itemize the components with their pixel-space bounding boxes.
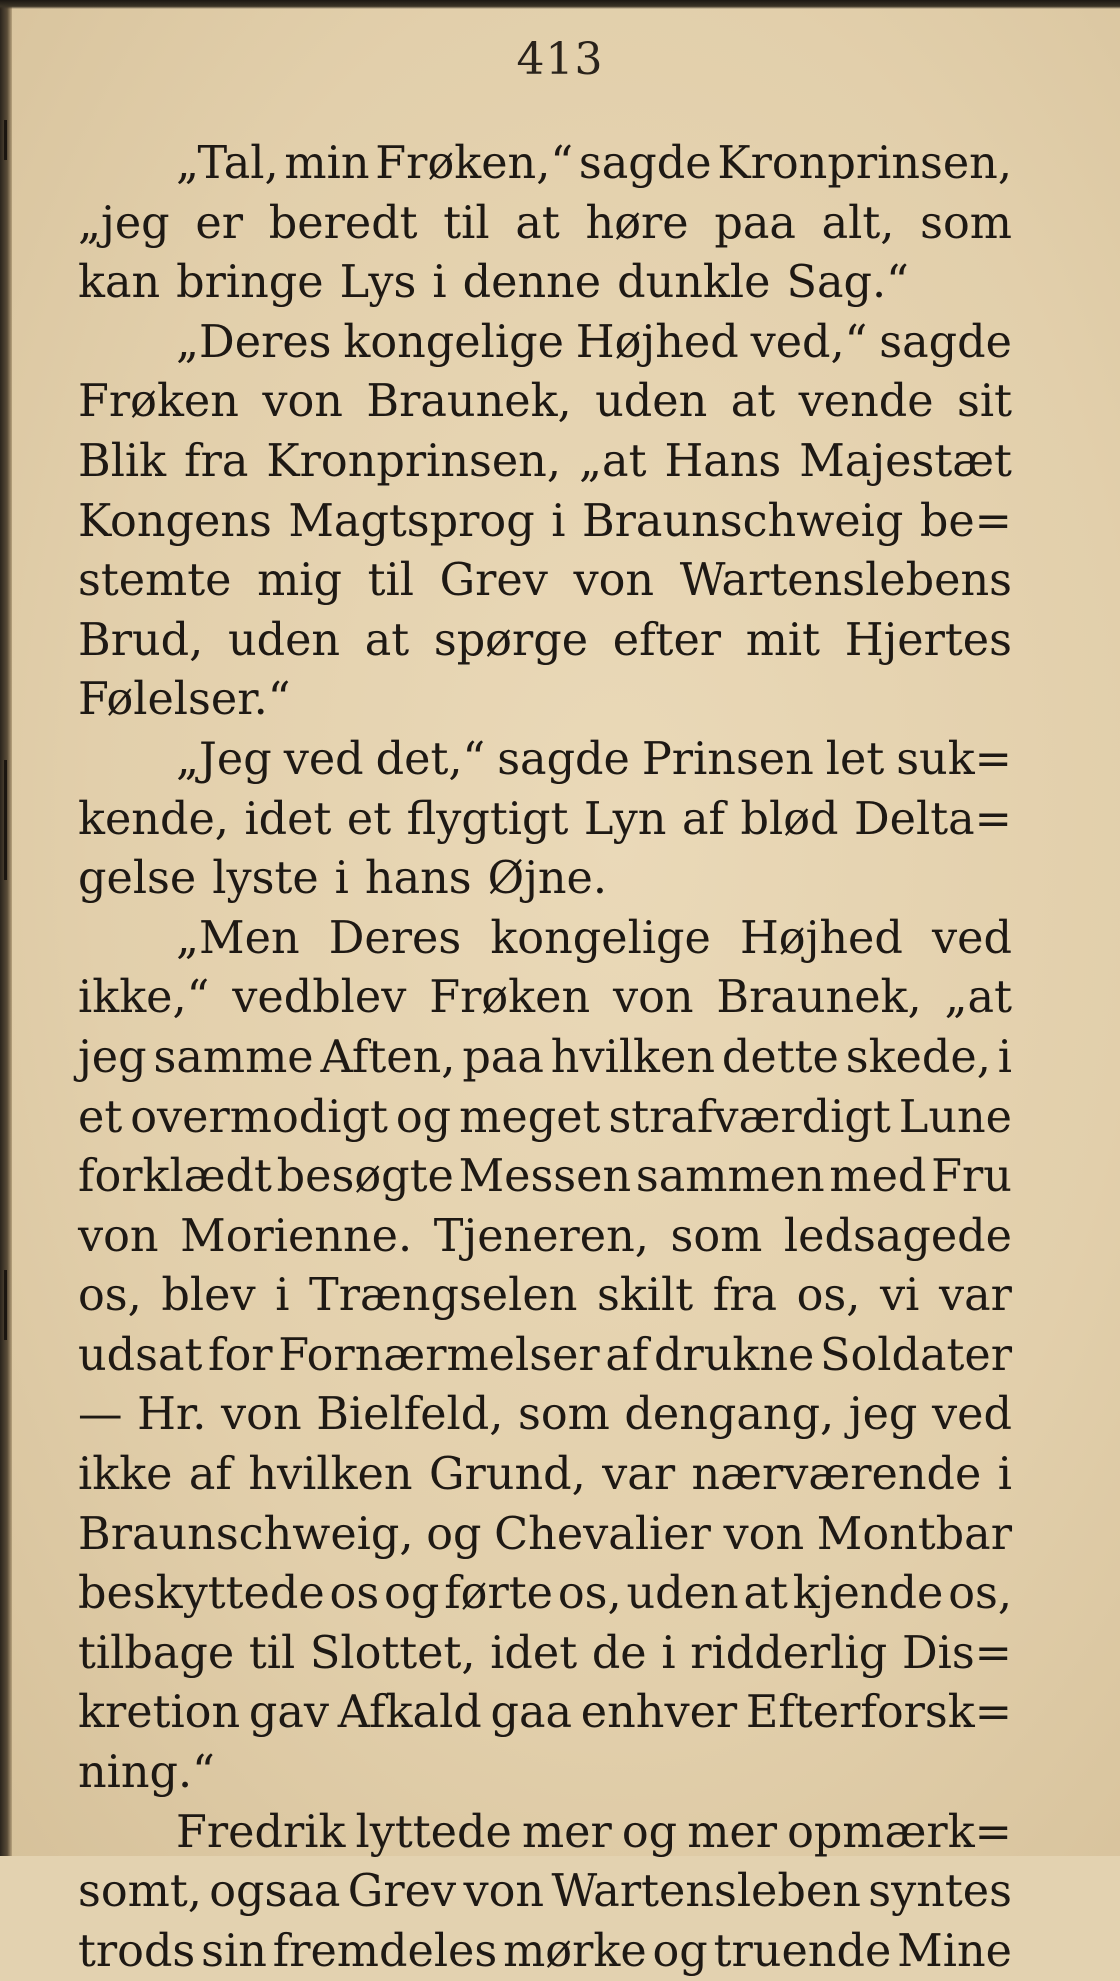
text-line [78, 313, 1012, 373]
word: jeg [78, 1031, 147, 1083]
word: vi [880, 1270, 920, 1322]
word: Braunschweig [581, 495, 904, 547]
word: Fru [931, 1151, 1012, 1203]
word: nærværende [691, 1449, 982, 1501]
word: efter [612, 614, 722, 666]
word: somt, [78, 1866, 202, 1918]
word: mørke [503, 1925, 647, 1977]
word: at [515, 197, 560, 249]
word: førte [444, 1568, 553, 1620]
word: beredt [268, 197, 418, 249]
word: Mine [897, 1925, 1012, 1977]
word: Prinsen [641, 733, 814, 785]
word: besøgte [276, 1151, 454, 1203]
word: og [621, 1806, 678, 1858]
word: af [681, 793, 725, 845]
word: „Men [176, 912, 300, 964]
word: hvilken [550, 1031, 716, 1083]
word: Lys [339, 257, 417, 309]
word: Kronprinsen, [717, 138, 1012, 189]
word: Blik [78, 435, 167, 487]
text-line [78, 968, 1012, 1028]
word: de [591, 1627, 647, 1679]
word: „Jeg [176, 733, 272, 785]
word: og [426, 1508, 482, 1560]
text-line [78, 1803, 1012, 1863]
word: Grev [439, 555, 548, 607]
word: let [825, 733, 885, 785]
word: alt, [821, 197, 895, 249]
word: et [78, 1091, 123, 1143]
word: skede, [845, 1031, 991, 1083]
text-line [78, 1564, 1012, 1624]
word: flygtigt [406, 793, 569, 845]
text-line [78, 1028, 1012, 1088]
word: Trængselen [309, 1270, 578, 1322]
word: stemte [78, 555, 232, 607]
word: som [517, 1389, 610, 1441]
text-line [78, 1326, 1012, 1386]
word: lyste [212, 853, 319, 905]
word: samme [153, 1031, 314, 1083]
word: Messen [458, 1151, 632, 1203]
word: af [605, 1329, 649, 1381]
word: meget [459, 1091, 601, 1143]
word: kende, [78, 793, 229, 845]
text-line [78, 1088, 1012, 1148]
word: overmodigt [130, 1091, 388, 1143]
word: ridderlig [690, 1627, 888, 1679]
text-line [78, 1505, 1012, 1565]
word: blev [161, 1270, 256, 1322]
word: os, [948, 1568, 1012, 1620]
word: Majestæt [799, 435, 1012, 487]
word: vende [798, 376, 934, 428]
text-line [78, 730, 1012, 790]
word: Kongens [78, 495, 272, 547]
word: uden [595, 376, 708, 428]
word: von [78, 1210, 159, 1262]
word: kongelige [343, 316, 564, 368]
word: von [463, 1866, 545, 1918]
word: Lune [898, 1091, 1012, 1143]
text-line [78, 1683, 1012, 1743]
word: og [384, 1568, 440, 1620]
word: i [275, 1270, 290, 1322]
word: hans [364, 853, 472, 905]
word: ved [283, 733, 364, 785]
text-line [78, 909, 1012, 969]
word: dengang, [624, 1389, 835, 1441]
word: Brud, [78, 614, 204, 666]
word: Hjertes [844, 614, 1012, 666]
word: enhver [580, 1687, 738, 1739]
text-line [78, 611, 1012, 671]
text-line [78, 1922, 1012, 1981]
word: gaa [490, 1687, 573, 1739]
word: sin [201, 1925, 267, 1977]
word: uden [626, 1568, 739, 1620]
word: trods [78, 1925, 196, 1977]
word: for [208, 1329, 273, 1381]
word: syntes [868, 1866, 1012, 1918]
text-line [78, 432, 1012, 492]
word: mer [687, 1806, 778, 1858]
word: Grund, [428, 1449, 586, 1501]
word: Morienne. [180, 1210, 413, 1262]
word: opmærk= [787, 1806, 1012, 1858]
word: Magtsprog [288, 495, 535, 547]
page-number: 413 [516, 34, 604, 85]
word: Braunschweig, [78, 1508, 414, 1560]
word: skilt [596, 1270, 694, 1322]
word: Wartensleben [551, 1866, 861, 1918]
word: sagde [578, 138, 712, 189]
word: mit [745, 614, 821, 666]
word: von [573, 555, 655, 607]
word: til [367, 555, 414, 607]
text-line [78, 194, 1012, 254]
word: idet [244, 793, 332, 845]
word: Frøken [78, 376, 239, 428]
word: Kronprinsen, [266, 435, 561, 487]
word: ledsagede [783, 1210, 1012, 1262]
word: os, [557, 1568, 622, 1620]
word: Tjeneren, [433, 1210, 649, 1262]
word: os, [796, 1270, 861, 1322]
word: det,“ [375, 733, 486, 785]
word: i [997, 1031, 1012, 1083]
word: be= [919, 495, 1012, 547]
word: jeg [848, 1389, 918, 1441]
word: min [284, 138, 370, 189]
word: ved [932, 1389, 1012, 1441]
word: os [329, 1568, 380, 1620]
word: er [195, 197, 244, 249]
word: i [334, 853, 349, 905]
binding-gutter [0, 0, 12, 1856]
word: dette [721, 1031, 839, 1083]
word: Braunek, [366, 376, 572, 428]
word: Soldater [819, 1329, 1012, 1381]
text-line [78, 1862, 1012, 1922]
word: Hans [664, 435, 782, 487]
word: sagde [497, 733, 630, 785]
word: bringe [176, 257, 324, 309]
word: „at [578, 435, 647, 487]
word: Hr. [137, 1389, 207, 1441]
body-text [78, 134, 1012, 1981]
word: Bielfeld, [316, 1389, 504, 1441]
binding-edge-mark [4, 120, 7, 160]
word: strafværdigt [608, 1091, 891, 1143]
word: — [78, 1389, 123, 1441]
binding-edge-mark [4, 1270, 7, 1340]
word: Efterforsk= [745, 1687, 1012, 1739]
binding-edge-mark [4, 760, 7, 880]
word: „Deres [176, 316, 332, 368]
word: og [652, 1925, 708, 1977]
word: von [723, 1508, 805, 1560]
word: kongelige [490, 912, 711, 964]
word: kretion [78, 1687, 241, 1739]
text-line [78, 551, 1012, 611]
word: Sag.“ [786, 257, 909, 309]
word: kjende [792, 1568, 944, 1620]
word: Aften, [320, 1031, 456, 1083]
word: spørge [433, 614, 589, 666]
word: von [612, 972, 694, 1024]
text-line [78, 1624, 1012, 1684]
word: sagde [879, 316, 1012, 368]
word: til [248, 1627, 296, 1679]
word: ogsaa [209, 1866, 341, 1918]
word: at [730, 376, 776, 428]
word: Deres [328, 912, 462, 964]
text-line [78, 849, 1012, 909]
word: mig [257, 555, 342, 607]
word: som [920, 197, 1012, 249]
word: idet [490, 1627, 578, 1679]
word: af [188, 1449, 232, 1501]
word: et [346, 793, 392, 845]
word: lyttede [355, 1806, 512, 1858]
text-line [78, 670, 1012, 730]
word: sammen [635, 1151, 825, 1203]
text-line [78, 253, 1012, 313]
word: i [997, 1449, 1012, 1501]
word: tilbage [78, 1627, 235, 1679]
word: von [221, 1389, 302, 1441]
word: at [364, 614, 410, 666]
word: Slottet, [309, 1627, 476, 1679]
word: med [829, 1151, 927, 1203]
word: kan [78, 257, 161, 309]
word: uden [227, 614, 341, 666]
word: ning.“ [78, 1747, 215, 1799]
word: fra [184, 435, 249, 487]
word: ikke,“ [78, 972, 210, 1024]
word: denne [462, 257, 602, 309]
word: vedblev [232, 972, 407, 1024]
word: drukne [653, 1329, 815, 1381]
text-line [78, 1207, 1012, 1267]
word: fra [712, 1270, 778, 1322]
word: paa [462, 1031, 544, 1083]
word: mer [521, 1806, 612, 1858]
word: hvilken [248, 1449, 413, 1501]
word: truende [713, 1925, 892, 1977]
page-top-edge [0, 0, 1120, 9]
word: gav [248, 1687, 330, 1739]
word: Fornærmelser [278, 1329, 600, 1381]
word: „at [944, 972, 1012, 1024]
word: som [670, 1210, 763, 1262]
text-line [78, 1743, 1012, 1803]
text-line [78, 492, 1012, 552]
word: ikke [78, 1449, 173, 1501]
word: Grev [347, 1866, 457, 1918]
word: Fredrik [176, 1806, 346, 1858]
word: Lyn [583, 793, 667, 845]
word: Følelser.“ [78, 674, 291, 726]
word: Dis= [901, 1627, 1012, 1679]
word: os, [78, 1270, 142, 1322]
word: Montbar [816, 1508, 1012, 1560]
word: i [661, 1627, 676, 1679]
word: var [602, 1449, 676, 1501]
word: Wartenslebens [679, 555, 1012, 607]
text-line [78, 1147, 1012, 1207]
word: Frøken [429, 972, 591, 1024]
word: høre [585, 197, 689, 249]
word: Frøken,“ [375, 138, 574, 189]
word: gelse [78, 853, 197, 905]
word: suk= [896, 733, 1012, 785]
word: og [395, 1091, 452, 1143]
text-line [78, 372, 1012, 432]
word: at [743, 1568, 788, 1620]
word: „Tal, [176, 138, 279, 189]
word: Højhed [740, 912, 903, 964]
word: udsat [78, 1329, 203, 1381]
word: til [443, 197, 490, 249]
word: ved [932, 912, 1012, 964]
word: blød [740, 793, 839, 845]
word: Chevalier [494, 1508, 711, 1560]
word: var [939, 1270, 1012, 1322]
word: Højhed [575, 316, 739, 368]
word: Afkald [337, 1687, 482, 1739]
word: sit [957, 376, 1012, 428]
text-line [78, 790, 1012, 850]
word: „jeg [78, 197, 170, 249]
text-line [78, 1266, 1012, 1326]
text-line [78, 1385, 1012, 1445]
word: fremdeles [272, 1925, 498, 1977]
word: i [551, 495, 566, 547]
text-line [78, 134, 1012, 194]
word: ved,“ [750, 316, 868, 368]
word: beskyttede [78, 1568, 325, 1620]
word: i [432, 257, 447, 309]
word: paa [714, 197, 796, 249]
word: Øjne. [487, 853, 608, 905]
word: Braunek, [716, 972, 922, 1024]
text-line [78, 1445, 1012, 1505]
word: forklædt [78, 1151, 272, 1203]
word: dunkle [617, 257, 771, 309]
word: von [262, 376, 343, 428]
word: Delta= [853, 793, 1012, 845]
